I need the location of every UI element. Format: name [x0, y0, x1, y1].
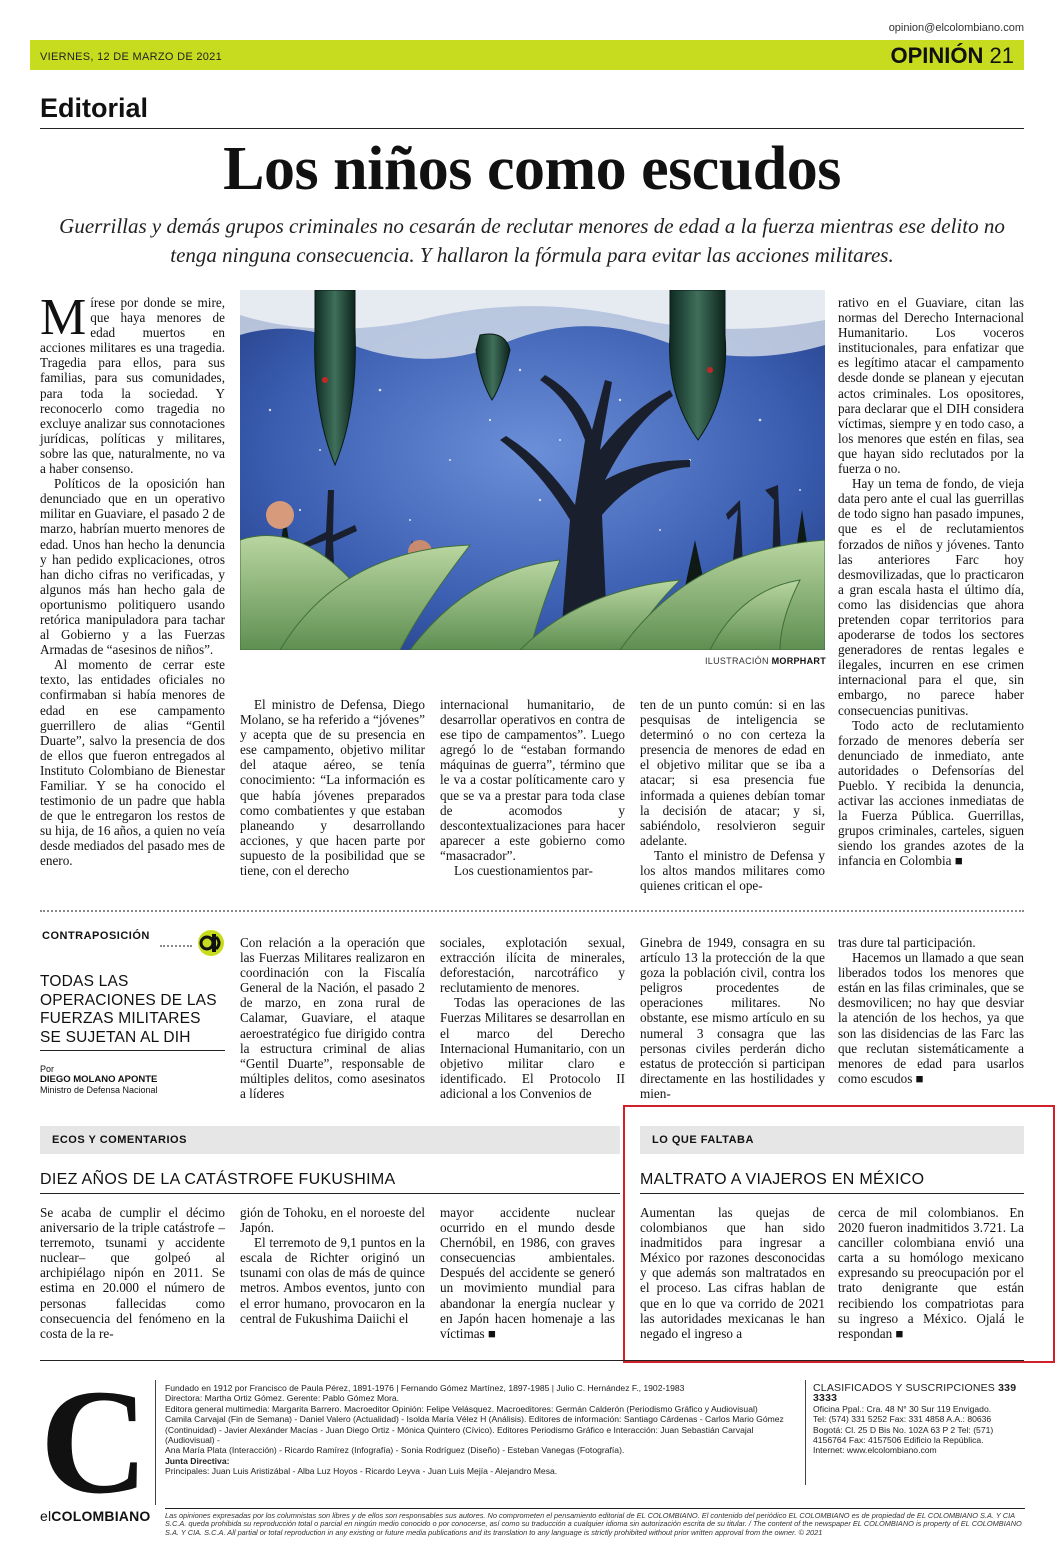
credit-name: MORPHART [771, 656, 826, 666]
author-name: DIEGO MOLANO APONTE [40, 1073, 158, 1085]
editorial-column-1 [40, 289, 225, 869]
issue-date: VIERNES, 12 DE MARZO DE 2021 [40, 51, 223, 63]
editorial-paragraph: rativo en el Guaviare, citan las normas del Derecho Internacional Humanitario. Los voceros institucionales, para enfatizar que es legítimo atacar el campamento desde donde se planean y ejecutan actos criminales. Los opositores, para declarar que el DIH considera víctimas, siempre y en todo caso, a los menores que estén en filas, sea que hayan sido reclutados por la fuerza o no. [838, 295, 1024, 477]
ecos-column-3 [440, 1205, 615, 1341]
footer-divider [805, 1380, 806, 1485]
masthead-line: Fundado en 1912 por Francisco de Paula Pérez, 1891-1976 | Fernando Gómez Martínez, 1897-1985 | Julio C. Hernández F., 1902-1983 [165, 1383, 685, 1393]
classifieds-title: CLASIFICADOS Y SUSCRIPCIONES [813, 1382, 996, 1394]
editorial-paragraph: Todo acto de reclutamiento forzado de menores debería ser denunciado de inmediato, ante autoridades o Defensorías del Pueblo. Y recibida la denuncia, activar las acciones inmediatas de la Fuerza Pública. Guerrillas, grupos criminales, carteles, siguen siendo los grandes azotes de la infancia en Colombia ■ [838, 717, 1024, 869]
masthead-line: Ana María Plata (Interacción) - Ricardo Ramírez (Infografía) - Sonia Rodríguez (Diseño) - Esteban Vanegas (Fotografía). [165, 1445, 625, 1456]
editorial-paragraph: Políticos de la oposición han denunciado que en un operativo militar en Guaviare, el pasado 2 de marzo, habrían muerto menores de edad. Unos han hecho la denuncia y han pedido explicaciones, otros han dicho cifras no verificadas, y algunos más han hecho gala de oportunismo politiquero usando retórica manipuladora para tachar al Gobierno y a las Fuerzas Armadas de “asesinos de niños”. [40, 476, 225, 658]
masthead-line: Camila Carvajal (Fin de Semana) - Daniel Valero (Actualidad) - Isolda María Vélez H (Análisis). Editores de información: Santiago Cárdenas - Carlos Mario Gómez [165, 1414, 784, 1425]
masthead-line: Editora general multimedia: Margarita Barrero. Macroeditor Opinión: Felipe Velásquez. Macroeditores: Germán Calderón (Periodismo Gráfico y Audiovisual) [165, 1403, 758, 1414]
editorial-paragraph: El ministro de Defensa, Diego Molano, se ha referido a “jóvenes” y acepta que de su presencia en ese campamento, objetivo militar del ataque aéreo, se tenía conocimiento: “La información es que había jóvenes preparados como combatientes y que estaban planeando y desarrollando acciones, y que hacen parte por supuesto de la posibilidad que se tiene, con el derecho [240, 697, 425, 879]
classifieds-line: 4156764 Fax: 4157506 Edificio la República. [813, 1435, 984, 1446]
editorial-paragraph: Tanto el ministro de Defensa y los altos mandos militares como quienes critican el ope- [640, 847, 825, 894]
footer-rule [40, 1360, 1024, 1361]
editorial-title: Los niños como escudos [223, 135, 841, 203]
ecos-label-bar [40, 1126, 620, 1154]
faltaba-label: LO QUE FALTABA [652, 1134, 754, 1146]
masthead-line: Principales: Juan Luis Aristizábal - Alba Luz Hoyos - Ricardo Leyva - Juan Luis Mejía - Alejandro Mesa. [165, 1466, 558, 1477]
article-paragraph: cerca de mil colombianos. En 2020 fueron inadmitidos 3.721. La canciller colombiana envió una carta a su homólogo mexicano expresando su preocupación por el trato denigrante que están recibiendo los compatriotas para su ingreso a México. Ojalá le respondan ■ [838, 1205, 1024, 1341]
article-paragraph: gión de Tohoku, en el noroeste del Japón. [240, 1205, 425, 1236]
newspaper-logo [40, 1380, 150, 1510]
editorial-lead: Guerrillas y demás grupos criminales no cesarán de reclutar menores de edad a la fuerza mientras ese delito no tenga ninguna consecuencia. Y hallaron la fórmula para evitar las acciones militares. [59, 214, 1005, 267]
masthead-line: Directora: Martha Ortiz Gómez. Gerente: Pablo Gómez Mora. [165, 1393, 400, 1404]
article-paragraph: sociales, explotación sexual, extracción ilícita de minerales, deforestación, narcotráfico y reclutamiento de menores. [440, 935, 625, 996]
ecos-column-2 [240, 1205, 425, 1326]
contact-email[interactable]: opinion@elcolombiano.com [888, 22, 1024, 34]
contraposicion-label: CONTRAPOSICIÓN [42, 930, 150, 942]
article-paragraph: mayor accidente nuclear ocurrido en el mundo desde Chernóbil, en 1986, con graves consecuencias ambientales. Después del accidente se generó un movimiento mundial para abandonar la energía nuclear y en Japón hacen homenaje a las víctimas ■ [440, 1205, 615, 1341]
section-name: OPINIÓN [890, 43, 984, 68]
article-paragraph: El terremoto de 9,1 puntos en la escala de Richter originó un tsunami con olas de más de quince metros. Ambos eventos, junto con el error humano, provocaron en la central de Fukushima Daiichi el [240, 1235, 425, 1326]
article-paragraph: tras dure tal participación. [838, 935, 976, 950]
legal-rule [165, 1508, 1025, 1509]
editorial-paragraph: Hay un tema de fondo, de vieja data pero ante el cual las guerrillas de todo signo han pasado impunes, que es el de reclutamientos forzados de niños y jóvenes. Tanto las anteriores Farc hoy desmovilizadas, que lo practicaron a gran escala hasta el último día, como las disidencias que ahora pretenden copar territorios para apoderarse de todos los sectores generadores de rentas legales e ilegales, incurren en ese crimen internacional para el que, sin embargo, no parece haber consecuencias punitivas. [838, 476, 1024, 718]
faltaba-label-bar [640, 1126, 1024, 1154]
article-paragraph: Con relación a la operación que las Fuerzas Militares realizaron en coordinación con la Fiscalía General de la Nación, el pasado 2 de marzo, en zona rural de Calamar, Guaviare, el ataque aeroestratégico fue dirigido contra la estructura criminal de alias “Gentil Duarte”, responsable de múltiples delitos, como asesinatos a líderes [240, 935, 425, 1101]
editorial-paragraph: írese por donde se mire, que haya menores de edad muertos en acciones militares es una tragedia. Tragedia para ellos, para sus familias, para sus comunidades, para toda la sociedad. Y reconocerlo como tragedia no excluye analizar sus connotaciones jurídicas, políticas y militares, sobre las que, naturalmente, no va a haber consenso. [40, 295, 225, 477]
ecos-label: ECOS Y COMENTARIOS [52, 1134, 187, 1146]
byline [40, 1064, 158, 1096]
editorial-column-2 [240, 697, 425, 878]
article-paragraph: Hacemos un llamado a que sean liberados todos los menores que están en las filas criminales, que se desmovilicen; no hay que desviar la atención de los hechos, ya que son las disidencias de las Farc las que reclutan sistemáticamente a menores de edad para usarlos como escudos ■ [838, 950, 1024, 1086]
editorial-kicker: Editorial [40, 93, 149, 123]
article-paragraph: Ginebra de 1949, consagra en su artículo 13 la protección de la que goza la población civil, contra los peligros procedentes de operaciones militares. No obstante, ese mismo artículo en su numeral 3 consagra que las personas civiles perderán dicho estatus de protección si participan directamente en las hostilidades y mien- [640, 935, 825, 1101]
byline-prefix: Por [40, 1064, 55, 1074]
section-divider [40, 910, 1024, 912]
contraposicion-column-3 [640, 935, 825, 1101]
article-paragraph: Aumentan las quejas de colombianos que han sido inadmitidos para ingresar a México por razones desconocidas y que además son maltratados en el proceso. Las cifras hablan de que en lo que va corrido de 2021 las autoridades mexicanas le han negado el ingreso a [640, 1205, 825, 1341]
label-dots [160, 945, 192, 947]
contraposicion-column-4 [838, 935, 1024, 1086]
masthead-line: (Continuidad) - Javier Alexánder Macías - Juan Diego Ortiz - Mónica Quintero (Cívico). Editores Periodismo Gráfico e Interacción: Juan Sebastián Carvajal (Audiovisual) - [165, 1424, 754, 1446]
faltaba-column-2 [838, 1205, 1024, 1341]
author-role: Ministro de Defensa Nacional [40, 1085, 158, 1095]
contraposition-icon [196, 928, 226, 963]
headline-rule [40, 1050, 225, 1051]
logo-letter: C [40, 1380, 149, 1505]
drop-cap: M [40, 289, 87, 346]
classifieds-line: Bogotá: Cl. 25 D Bis No. 102A 63 P 2 Tel: (571) [813, 1424, 994, 1435]
faltaba-headline: MALTRATO A VIAJEROS EN MÉXICO [640, 1171, 925, 1188]
classifieds-phone: 339 3333 [813, 1382, 1017, 1405]
ecos-column-1 [40, 1205, 225, 1341]
contraposicion-column-1 [240, 935, 425, 1101]
section-title [890, 43, 1014, 69]
editorial-paragraph: Los cuestionamientos par- [454, 863, 593, 879]
editorial-paragraph: ten de un punto común: si en las pesquisas de inteligencia se determinó o no con certeza la presencia de menores de edad en el objetivo militar que se iba a atacar; si esa presencia fue informada a quienes debían tomar la decisión de atacar; y si, sabiéndolo, resolvieron seguir adelante. [640, 697, 825, 848]
legal-notice: Las opiniones expresadas por los columnistas son libres y de ellos son responsables sus autores. No comprometen el pensamiento editorial de EL COLOMBIANO. El contenido del periódico EL COLOMBIANO es de propiedad de EL COLOMBIANO S.A. Y CIA S.C.A. queda prohibida su reproducción total o parcial en ningún medio conocido o por conocerse, así como su traducción a cualquier idioma sin autorización escrita de su titular. / The content of the newspaper EL COLOMBIANO is property of EL COLOMBIANO S.A. Y CIA. S.C.A. All partial or total reproduction in any existing or future media publications and its translation to any language is strictly prohibited without prior written approval from the owner. © 2021 [165, 1511, 1022, 1537]
editorial-column-3 [440, 697, 625, 878]
article-paragraph: Todas las operaciones de las Fuerzas Militares se desarrollan en el marco del Derecho Internacional Humanitario, con un objetivo militar claro e identificado. El Protocolo II adicional a los Convenios de [440, 995, 625, 1101]
classifieds-line: Tel: (574) 331 5252 Fax: 331 4858 A.A.: 80636 [813, 1414, 992, 1425]
illustration-credit [705, 656, 826, 666]
faltaba-rule [640, 1193, 1024, 1194]
faltaba-column-1 [640, 1205, 825, 1341]
editorial-paragraph: Al momento de cerrar este texto, las entidades oficiales no confirmaban si había menores de edad en ese campamento guerrillero de alias “Gentil Duarte”, salvo la presencia de dos de ellos que fueron entregados al Instituto Colombiano de Bienestar Familiar. Y se ha conocido el testimonio de un padre que habla de que le entregaron los restos de su hija, de 16 años, a quien no veía desde mediados del pasado mes de enero. [40, 657, 225, 869]
kicker-rule [40, 128, 1024, 129]
footer-divider [155, 1380, 156, 1505]
classifieds-title-row [813, 1383, 1033, 1404]
editorial-column-4 [640, 697, 825, 893]
ecos-headline: DIEZ AÑOS DE LA CATÁSTROFE FUKUSHIMA [40, 1171, 396, 1188]
contraposicion-column-2 [440, 935, 625, 1101]
masthead-line: Junta Directiva: [165, 1455, 230, 1466]
editorial-column-5 [838, 295, 1024, 869]
article-paragraph: Se acaba de cumplir el décimo aniversario de la triple catástrofe –terremoto, tsunami y accidente nuclear– que golpeó al archipiélago nipón en 2011. Se estima en 20.000 el número de personas fallecidas como consecuencia del fenómeno en la costa de la re- [40, 1205, 225, 1341]
classifieds-line[interactable]: Internet: www.elcolombiano.com [813, 1445, 937, 1456]
logo-name: COLOMBIANO [51, 1508, 151, 1524]
section-bar [30, 40, 1024, 70]
newspaper-name [40, 1508, 151, 1524]
classifieds-line: Oficina Ppal.: Cra. 48 N° 30 Sur 119 Envigado. [813, 1403, 992, 1414]
editorial-paragraph: internacional humanitario, de desarrollar operativos en contra de ese tipo de campamentos”. Luego agregó lo de “estaban formando máquinas de guerra”, término que le va a costar políticamente caro y que se va a prestar para toda clase de acomodos y descontextualizaciones para hacer aparecer a este gobierno como “masacrador”. [440, 697, 625, 863]
editorial-illustration [240, 290, 825, 650]
page-number: 21 [989, 43, 1014, 68]
contraposicion-headline: TODAS LAS OPERACIONES DE LAS FUERZAS MILITARES SE SUJETAN AL DIH [40, 973, 217, 1046]
masthead [165, 1383, 790, 1477]
ecos-rule [40, 1193, 620, 1194]
classifieds [813, 1383, 1033, 1456]
logo-el: el [40, 1508, 52, 1524]
credit-prefix: ILUSTRACIÓN [704, 656, 769, 666]
